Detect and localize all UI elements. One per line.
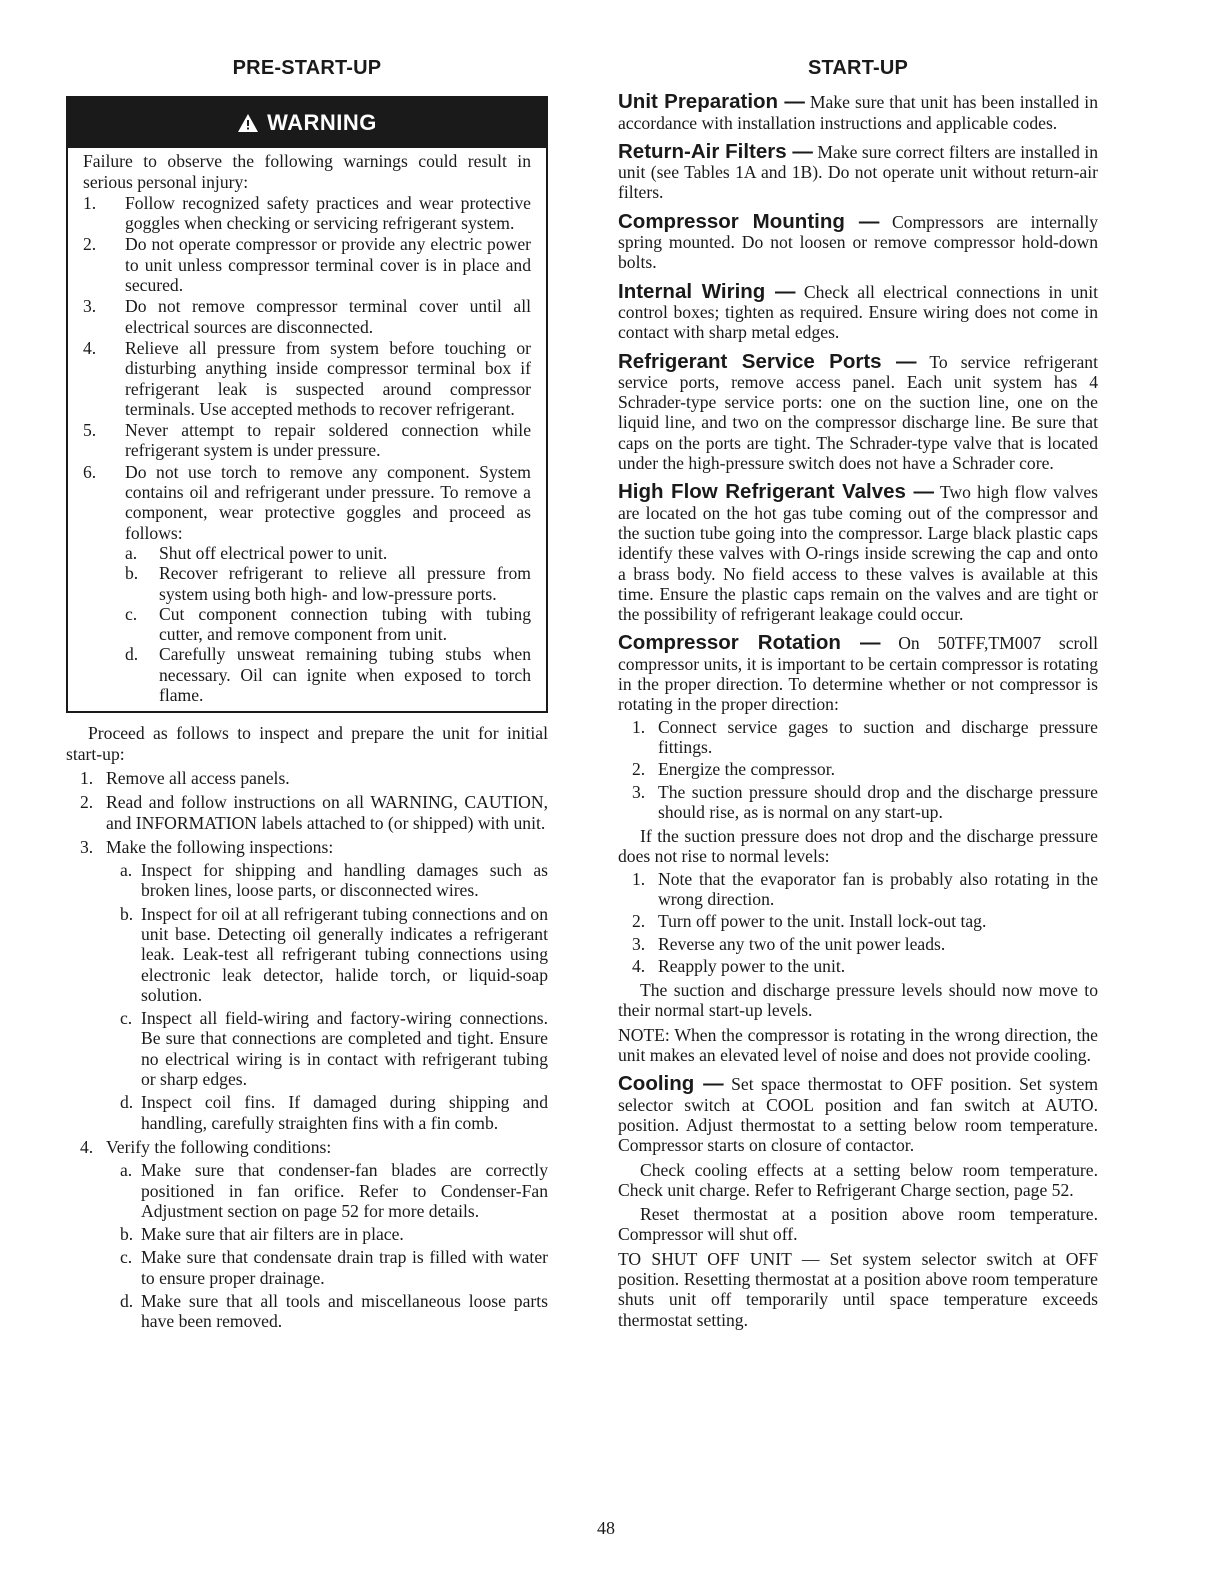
rotation-check-steps	[618, 717, 1098, 822]
inspection-item: b. Inspect for oil at all refrigerant tubing connections and on unit base. Detecting oil generally indicates a refrigerant leak. Leak-test all refrigerant tubing connections using electronic leak detector, halide torch, or liquid-soap solution.	[120, 903, 548, 1005]
warning-intro: Failure to observe the following warnings could result in serious personal injury:	[83, 151, 531, 192]
section-heading: Unit Preparation —	[618, 90, 805, 114]
warning-subitem: c. Cut component connection tubing with tubing cutter, and remove component from unit.	[125, 603, 531, 645]
section-heading: Compressor Rotation —	[618, 631, 881, 655]
warning-item: 3. Do not remove compressor terminal cover until all electrical sources are disconnected.	[83, 296, 531, 337]
inspection-item: a. Inspect for shipping and handling damages such as broken lines, loose parts, or disconnected wires.	[120, 860, 548, 901]
rotation-if-text: If the suction pressure does not drop and the discharge pressure does not rise to normal levels:	[618, 826, 1098, 867]
rotation-step: 3. The suction pressure should drop and the discharge pressure should rise, as is normal on any start-up.	[632, 781, 1098, 822]
unit-preparation-section: Unit Preparation — Make sure that unit has been installed in accordance with installation instructions and applicable codes.	[618, 90, 1098, 133]
prestart-intro: Proceed as follows to inspect and prepare the unit for initial start-up:	[66, 723, 548, 764]
section-heading: Compressor Mounting —	[618, 209, 880, 233]
condition-item: b. Make sure that air filters are in place.	[120, 1224, 404, 1245]
section-heading: Internal Wiring —	[618, 279, 796, 303]
fix-step: 2. Turn off power to the unit. Install lock-out tag.	[632, 911, 987, 932]
compressor-rotation-section: Compressor Rotation — On 50TFF,TM007 scroll compressor units, it is important to be certain compressor is rotating in the proper direction. To determine whether or not compressor is rotating in the proper direction:	[618, 631, 1098, 715]
warning-list	[83, 193, 531, 543]
warning-box	[66, 96, 548, 713]
warning-item: 4. Relieve all pressure from system before touching or disturbing anything inside compressor terminal box if refrigerant leak is suspected around compressor terminals. Use accepted methods to recover refrigerant.	[83, 337, 531, 419]
left-column	[66, 58, 548, 1332]
warning-item: 1. Follow recognized safety practices and wear protective goggles when checking or servicing refrigerant system.	[83, 192, 531, 234]
rotation-step: 1. Connect service gages to suction and discharge pressure fittings.	[632, 716, 1098, 757]
cooling-check: Check cooling effects at a setting below room temperature. Check unit charge. Refer to Refrigerant Charge section, page 52.	[618, 1159, 1098, 1200]
section-heading: High Flow Refrigerant Valves —	[618, 480, 934, 504]
inspection-item: c. Inspect all field-wiring and factory-wiring connections. Be sure that connections are completed and tight. Ensure no electrical wiring is in contact with refrigerant tubing or sharp edges.	[120, 1008, 548, 1090]
prestart-step: 4. Verify the following conditions: a. Make sure that condenser-fan blades are correctly positioned in fan orifice. Refer to Condenser-Fan Adjustment section on page 52 for more details. b. Make sure that air filters are in place. c. Make sure that condensate drain trap is filled with water to ensure proper drainage. d. Make sure that all tools and miscellaneous loose parts have been removed.	[66, 1137, 548, 1332]
warning-header	[68, 98, 546, 148]
rotation-note: NOTE: When the compressor is rotating in the wrong direction, the unit makes an elevated level of noise and does not provide cooling.	[618, 1024, 1098, 1066]
warning-subitem: d. Carefully unsweat remaining tubing stubs when necessary. Oil can ignite when exposed to torch flame.	[125, 644, 531, 706]
compressor-mounting-section: Compressor Mounting — Compressors are internally spring mounted. Do not loosen or remove compressor hold-down bolts.	[618, 209, 1099, 273]
prestart-steps	[66, 768, 548, 1332]
warning-subitem: a. Shut off electrical power to unit.	[125, 542, 388, 563]
high-flow-valves-section: High Flow Refrigerant Valves — Two high flow valves are located on the hot gas tube coming out of the compressor and the suction tube going into the compressor. Large black plastic caps identify these valves with O-rings inside screwing the cap and onto a brass body. No field access to these valves is available at this time. Ensure the plastic caps remain on the valves and are tight or the possibility of refrigerant leakage could occur.	[618, 480, 1098, 625]
condition-item: d. Make sure that all tools and miscellaneous loose parts have been removed.	[120, 1291, 548, 1332]
cooling-section: Cooling — Set space thermostat to OFF position. Set system selector switch at COOL position and fan switch at AUTO. position. Adjust thermostat to a setting below room temperature. Compressor starts on closure of contactor.	[618, 1072, 1098, 1156]
warning-subitem: b. Recover refrigerant to relieve all pressure from system using both high- and low-pressure ports.	[125, 563, 531, 604]
rotation-step: 2. Energize the compressor.	[632, 759, 836, 780]
prestart-step: 1. Remove all access panels.	[80, 767, 290, 788]
rotation-fix-steps	[618, 869, 1098, 976]
right-column	[618, 58, 1098, 1330]
fix-step: 1. Note that the evaporator fan is probably also rotating in the wrong direction.	[632, 868, 1098, 909]
fix-step: 3. Reverse any two of the unit power leads.	[632, 933, 946, 954]
condition-item: c. Make sure that condensate drain trap is filled with water to ensure proper drainage.	[120, 1247, 548, 1288]
warning-item: 6. Do not use torch to remove any component. System contains oil and refrigerant under pressure. To remove a component, wear protective goggles and proceed as follows:	[83, 461, 531, 543]
inspection-item: d. Inspect coil fins. If damaged during shipping and handling, carefully straighten fins with a fin comb.	[120, 1092, 548, 1133]
cooling-shutoff: TO SHUT OFF UNIT — Set system selector switch at OFF position. Resetting thermostat at a position above room temperature shuts unit off temporarily until space temperature exceeds thermostat setting.	[618, 1248, 1098, 1330]
page-number: 48	[597, 1518, 615, 1538]
prestart-step: 2. Read and follow instructions on all WARNING, CAUTION, and INFORMATION labels attached to (or shipped) with unit.	[80, 792, 548, 833]
service-ports-section: Refrigerant Service Ports — To service refrigerant service ports, remove access panel. Each unit system has 4 Schrader-type service ports: one on the suction line, one on the liquid line, and two on the compressor discharge line. Be sure that caps on the ports are tight. The Schrader-type valve that is located under the high-pressure switch does not have a Schrader core.	[618, 349, 1098, 474]
return-air-section: Return-Air Filters — Make sure correct filters are installed in unit (see Tables 1A and 1B). Do not operate unit without return-air filters.	[618, 139, 1098, 203]
pre-start-up-heading: PRE-START-UP	[232, 57, 382, 79]
fix-step: 4. Reapply power to the unit.	[632, 955, 846, 976]
warning-item: 5. Never attempt to repair soldered connection while refrigerant system is under pressure.	[83, 420, 531, 461]
internal-wiring-section: Internal Wiring — Check all electrical connections in unit control boxes; tighten as required. Ensure wiring does not come in contact with sharp metal edges.	[618, 279, 1098, 343]
rotation-after-text: The suction and discharge pressure levels should now move to their normal start-up levels.	[618, 980, 1098, 1021]
warning-item: 2. Do not operate compressor or provide any electric power to unit unless compressor terminal cover is in place and secured.	[83, 234, 531, 296]
inspection-list	[66, 860, 548, 1133]
condition-item: a. Make sure that condenser-fan blades are correctly positioned in fan orifice. Refer to Condenser-Fan Adjustment section on page 52 for more details.	[120, 1160, 548, 1221]
warning-body	[68, 148, 546, 711]
warning-triangle-icon	[237, 113, 259, 133]
section-heading: Return-Air Filters —	[618, 139, 813, 163]
section-heading: Cooling —	[618, 1072, 724, 1096]
warning-title: WARNING	[267, 110, 377, 136]
warning-sublist	[83, 543, 531, 705]
conditions-list	[66, 1160, 548, 1331]
prestart-step: 3. Make the following inspections: a. Inspect for shipping and handling damages such as broken lines, loose parts, or disconnected wires. b. Inspect for oil at all refrigerant tubing connections and on unit base. Detecting oil generally indicates a refrigerant leak. Leak-test all refrigerant tubing connections using electronic leak detector, halide torch, or liquid-soap solution. c. Inspect all field-wiring and factory-wiring connections. Be sure that connections are completed and tight. Ensure no electrical wiring is in contact with refrigerant tubing or sharp edges. d. Inspect coil fins. If damaged during shipping and handling, carefully straighten fins with a fin comb.	[66, 837, 548, 1133]
start-up-heading: START-UP	[807, 57, 909, 79]
section-heading: Refrigerant Service Ports —	[618, 349, 917, 373]
cooling-reset: Reset thermostat at a position above room temperature. Compressor will shut off.	[618, 1204, 1098, 1245]
